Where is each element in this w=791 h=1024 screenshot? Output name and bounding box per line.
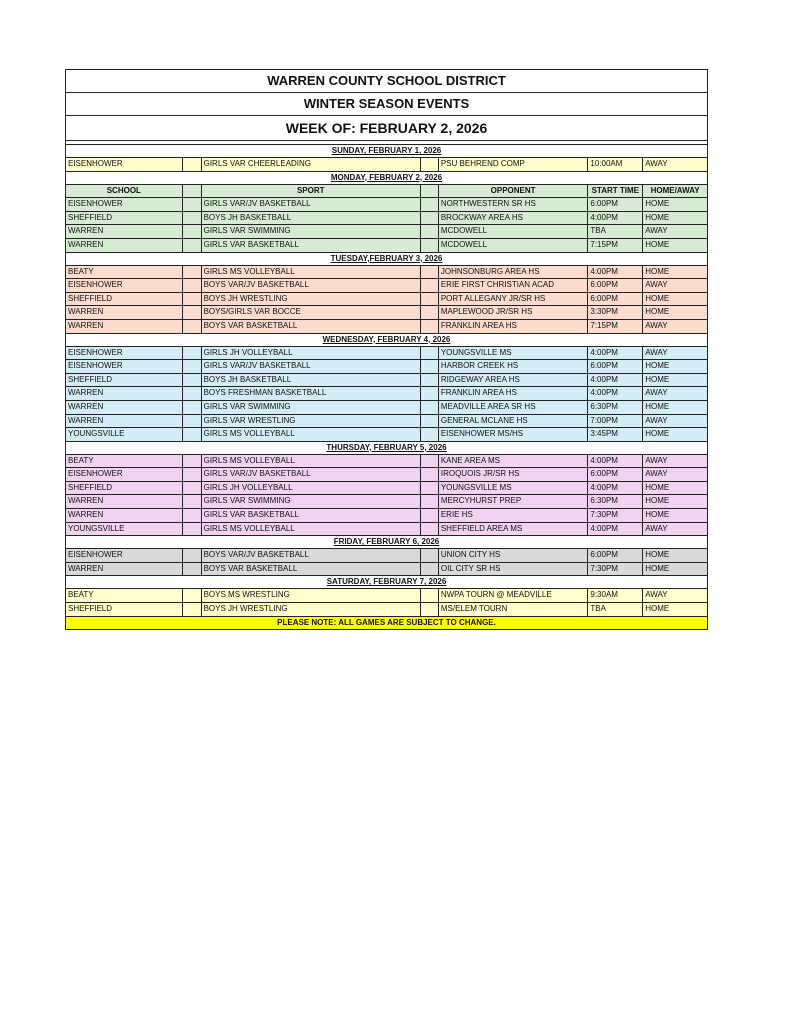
spacer-cell [421,482,439,495]
spacer-cell [421,293,439,306]
opponent-cell: BROCKWAY AREA HS [439,212,589,225]
event-row [66,401,707,415]
spacer-cell [183,455,202,468]
start-time-cell: 7:15PM [588,320,643,333]
school-cell: SHEFFIELD [66,603,183,616]
spacer-cell [183,549,202,562]
spacer-cell [421,455,439,468]
school-cell: WARREN [66,320,183,333]
spacer-cell [421,279,439,292]
home-away-cell: AWAY [645,590,668,600]
sport-cell: BOYS VAR/JV BASKETBALL [202,549,421,562]
school-cell: YOUNGSVILLE [66,523,183,536]
week-title: WEEK OF: FEBRUARY 2, 2026 [66,116,707,141]
home-away-cell: HOME [645,266,670,276]
start-time-cell: 4:00PM [588,374,643,387]
event-row [66,589,707,603]
spacer-cell [183,212,202,225]
home-away-cell: HOME [645,293,670,303]
event-row [66,279,707,293]
home-away-cell: AWAY [645,523,668,533]
spacer-cell [183,239,202,252]
spacer-cell [183,225,202,238]
spacer-cell [183,401,202,414]
start-time-cell: 4:00PM [588,347,643,360]
event-row [66,603,707,617]
spacer-cell [183,198,202,211]
school-cell: YOUNGSVILLE [66,428,183,441]
spacer-cell [421,374,439,387]
sport-cell: BOYS MS WRESTLING [202,589,421,602]
spacer-cell [183,603,202,616]
start-time-cell: 6:00PM [588,549,643,562]
spacer-cell [421,306,439,319]
home-away-cell: HOME [645,563,670,573]
spacer-cell [183,415,202,428]
opponent-cell: PORT ALLEGANY JR/SR HS [439,293,589,306]
start-time-cell: 7:15PM [588,239,643,252]
spacer-cell [183,279,202,292]
sport-cell: GIRLS JH VOLLEYBALL [202,347,421,360]
event-row [66,549,707,563]
event-row [66,225,707,239]
spacer-cell [421,225,439,238]
sport-cell: GIRLS VAR SWIMMING [202,401,421,414]
home-away-cell: HOME [645,401,670,411]
start-time-cell: 4:00PM [588,455,643,468]
school-cell: EISENHOWER [66,279,183,292]
spacer-cell [183,509,202,522]
event-row [66,198,707,212]
spacer-cell [421,549,439,562]
schedule-sheet [65,69,708,630]
opponent-cell: MERCYHURST PREP [439,495,589,508]
spacer-cell [183,468,202,481]
event-row [66,455,707,469]
sport-cell: BOYS FRESHMAN BASKETBALL [202,387,421,400]
event-row [66,158,707,172]
event-row [66,239,707,253]
opponent-cell: ERIE FIRST CHRISTIAN ACAD [439,279,589,292]
day-heading: THURSDAY, FEBRUARY 5, 2026 [66,442,707,455]
spacer-cell [421,239,439,252]
home-away-cell: HOME [645,496,670,506]
school-cell: EISENHOWER [66,549,183,562]
start-time-cell: TBA [588,225,643,238]
spacer-cell [421,185,439,198]
spacer-cell [421,158,439,171]
start-time-cell: 10:00AM [588,158,643,171]
sport-cell: GIRLS VAR/JV BASKETBALL [202,360,421,373]
day-heading: FRIDAY, FEBRUARY 6, 2026 [66,536,707,549]
spacer-cell [421,401,439,414]
opponent-cell: JOHNSONBURG AREA HS [439,266,589,279]
spacer-cell [183,347,202,360]
opponent-cell: NWPA TOURN @ MEADVILLE [439,589,589,602]
spacer-cell [183,589,202,602]
spacer-cell [183,374,202,387]
opponent-cell: MAPLEWOOD JR/SR HS [439,306,589,319]
start-time-cell: 6:00PM [588,279,643,292]
start-time-cell: 3:30PM [588,306,643,319]
col-header-start-time: START TIME [588,185,643,198]
school-cell: EISENHOWER [66,360,183,373]
spacer-cell [421,360,439,373]
sport-cell: GIRLS MS VOLLEYBALL [202,455,421,468]
spacer-cell [421,198,439,211]
sport-cell: GIRLS VAR/JV BASKETBALL [202,198,421,211]
spacer-cell [421,523,439,536]
sport-cell: BOYS VAR BASKETBALL [202,320,421,333]
start-time-cell: 4:00PM [588,482,643,495]
sport-cell: GIRLS VAR/JV BASKETBALL [202,468,421,481]
school-cell: BEATY [66,455,183,468]
column-header-row [66,185,707,199]
home-away-cell: HOME [645,482,670,492]
opponent-cell: SHEFFIELD AREA MS [439,523,589,536]
spacer-cell [421,266,439,279]
sport-cell: BOYS JH WRESTLING [202,293,421,306]
start-time-cell: 7:30PM [588,563,643,576]
sport-cell: BOYS VAR BASKETBALL [202,563,421,576]
spacer-cell [183,158,202,171]
school-cell: WARREN [66,495,183,508]
home-away-cell: HOME [645,239,670,249]
start-time-cell: TBA [588,603,643,616]
opponent-cell: PSU BEHREND COMP [439,158,589,171]
event-row [66,523,707,537]
start-time-cell: 4:00PM [588,212,643,225]
school-cell: WARREN [66,225,183,238]
spacer-cell [183,185,202,198]
school-cell: SHEFFIELD [66,374,183,387]
home-away-cell: HOME [645,361,670,371]
start-time-cell: 6:30PM [588,401,643,414]
col-header-sport: SPORT [202,185,421,198]
spacer-cell [421,468,439,481]
opponent-cell: IROQUOIS JR/SR HS [439,468,589,481]
sport-cell: GIRLS VAR SWIMMING [202,495,421,508]
home-away-cell: HOME [645,550,670,560]
home-away-cell: HOME [645,604,670,614]
event-row [66,306,707,320]
day-heading: SUNDAY, FEBRUARY 1, 2026 [66,145,707,158]
school-cell: WARREN [66,563,183,576]
day-heading: WEDNESDAY, FEBRUARY 4, 2026 [66,334,707,347]
school-cell: WARREN [66,387,183,400]
school-cell: WARREN [66,415,183,428]
opponent-cell: OIL CITY SR HS [439,563,589,576]
spacer-cell [183,293,202,306]
start-time-cell: 6:30PM [588,495,643,508]
school-cell: EISENHOWER [66,198,183,211]
event-row [66,374,707,388]
opponent-cell: MCDOWELL [439,225,589,238]
spacer-cell [183,266,202,279]
school-cell: SHEFFIELD [66,212,183,225]
sport-cell: GIRLS MS VOLLEYBALL [202,266,421,279]
spacer-cell [421,509,439,522]
spacer-cell [421,415,439,428]
spacer-cell [421,495,439,508]
sport-cell: GIRLS MS VOLLEYBALL [202,523,421,536]
sport-cell: BOYS/GIRLS VAR BOCCE [202,306,421,319]
school-cell: BEATY [66,266,183,279]
col-header-opponent: OPPONENT [439,185,589,198]
home-away-cell: AWAY [645,280,668,290]
col-header-home-away: HOME/AWAY [650,185,700,195]
opponent-cell: MCDOWELL [439,239,589,252]
home-away-cell: AWAY [645,226,668,236]
opponent-cell: YOUNGSVILLE MS [439,347,589,360]
spacer-cell [421,428,439,441]
sport-cell: GIRLS VAR SWIMMING [202,225,421,238]
opponent-cell: YOUNGSVILLE MS [439,482,589,495]
start-time-cell: 4:00PM [588,266,643,279]
opponent-cell: GENERAL MCLANE HS [439,415,589,428]
home-away-cell: AWAY [645,320,668,330]
spacer-cell [183,320,202,333]
home-away-cell: AWAY [645,347,668,357]
opponent-cell: MS/ELEM TOURN [439,603,589,616]
start-time-cell: 4:00PM [588,523,643,536]
sport-cell: GIRLS VAR BASKETBALL [202,509,421,522]
opponent-cell: FRANKLIN AREA HS [439,320,589,333]
spacer-cell [421,563,439,576]
school-cell: WARREN [66,401,183,414]
day-heading: TUESDAY,FEBRUARY 3, 2026 [66,253,707,266]
event-row [66,212,707,226]
school-cell: WARREN [66,509,183,522]
col-header-school: SCHOOL [66,185,183,198]
spacer-cell [421,589,439,602]
spacer-cell [421,347,439,360]
opponent-cell: HARBOR CREEK HS [439,360,589,373]
home-away-cell: AWAY [645,415,668,425]
spacer-cell [183,563,202,576]
sport-cell: BOYS JH WRESTLING [202,603,421,616]
home-away-cell: AWAY [645,469,668,479]
event-row [66,320,707,334]
spacer-cell [183,306,202,319]
opponent-cell: UNION CITY HS [439,549,589,562]
spacer-cell [183,495,202,508]
home-away-cell: AWAY [645,455,668,465]
school-cell: EISENHOWER [66,468,183,481]
start-time-cell: 7:30PM [588,509,643,522]
spacer-cell [183,428,202,441]
start-time-cell: 4:00PM [588,387,643,400]
season-title: WINTER SEASON EVENTS [66,93,707,116]
opponent-cell: FRANKLIN AREA HS [439,387,589,400]
school-cell: SHEFFIELD [66,293,183,306]
opponent-cell: MEADVILLE AREA SR HS [439,401,589,414]
home-away-cell: HOME [645,429,670,439]
day-heading: MONDAY, FEBRUARY 2, 2026 [66,172,707,185]
opponent-cell: KANE AREA MS [439,455,589,468]
school-cell: WARREN [66,239,183,252]
change-note: PLEASE NOTE: ALL GAMES ARE SUBJECT TO CHANGE. [66,617,707,629]
sport-cell: BOYS JH BASKETBALL [202,374,421,387]
start-time-cell: 7:00PM [588,415,643,428]
event-row [66,509,707,523]
start-time-cell: 6:00PM [588,360,643,373]
event-row [66,347,707,361]
spacer-cell [421,603,439,616]
spacer-cell [421,387,439,400]
spacer-cell [183,360,202,373]
district-title: WARREN COUNTY SCHOOL DISTRICT [66,70,707,93]
spacer-cell [183,523,202,536]
home-away-cell: AWAY [645,388,668,398]
opponent-cell: NORTHWESTERN SR HS [439,198,589,211]
sport-cell: GIRLS JH VOLLEYBALL [202,482,421,495]
home-away-cell: HOME [645,212,670,222]
event-row [66,563,707,577]
event-row [66,360,707,374]
event-row [66,266,707,280]
sport-cell: GIRLS VAR CHEERLEADING [202,158,421,171]
event-row [66,387,707,401]
home-away-cell: HOME [645,510,670,520]
sport-cell: BOYS JH BASKETBALL [202,212,421,225]
opponent-cell: RIDGEWAY AREA HS [439,374,589,387]
event-row [66,468,707,482]
start-time-cell: 6:00PM [588,293,643,306]
spacer-cell [421,320,439,333]
school-cell: WARREN [66,306,183,319]
sport-cell: GIRLS MS VOLLEYBALL [202,428,421,441]
opponent-cell: EISENHOWER MS/HS [439,428,589,441]
spacer-cell [183,482,202,495]
event-row [66,415,707,429]
school-cell: SHEFFIELD [66,482,183,495]
event-row [66,293,707,307]
day-heading: SATURDAY, FEBRUARY 7, 2026 [66,576,707,589]
start-time-cell: 3:45PM [588,428,643,441]
home-away-cell: HOME [645,307,670,317]
start-time-cell: 6:00PM [588,198,643,211]
event-row [66,495,707,509]
sport-cell: GIRLS VAR BASKETBALL [202,239,421,252]
sport-cell: GIRLS VAR WRESTLING [202,415,421,428]
opponent-cell: ERIE HS [439,509,589,522]
spacer-cell [183,387,202,400]
start-time-cell: 6:00PM [588,468,643,481]
event-row [66,482,707,496]
event-row [66,428,707,442]
home-away-cell: AWAY [645,159,668,168]
home-away-cell: HOME [645,374,670,384]
sport-cell: BOYS VAR/JV BASKETBALL [202,279,421,292]
school-cell: BEATY [66,589,183,602]
start-time-cell: 9:30AM [588,589,643,602]
home-away-cell: HOME [645,199,670,209]
school-cell: EISENHOWER [66,347,183,360]
school-cell: EISENHOWER [66,158,183,171]
spacer-cell [421,212,439,225]
schedule-body [66,145,707,617]
